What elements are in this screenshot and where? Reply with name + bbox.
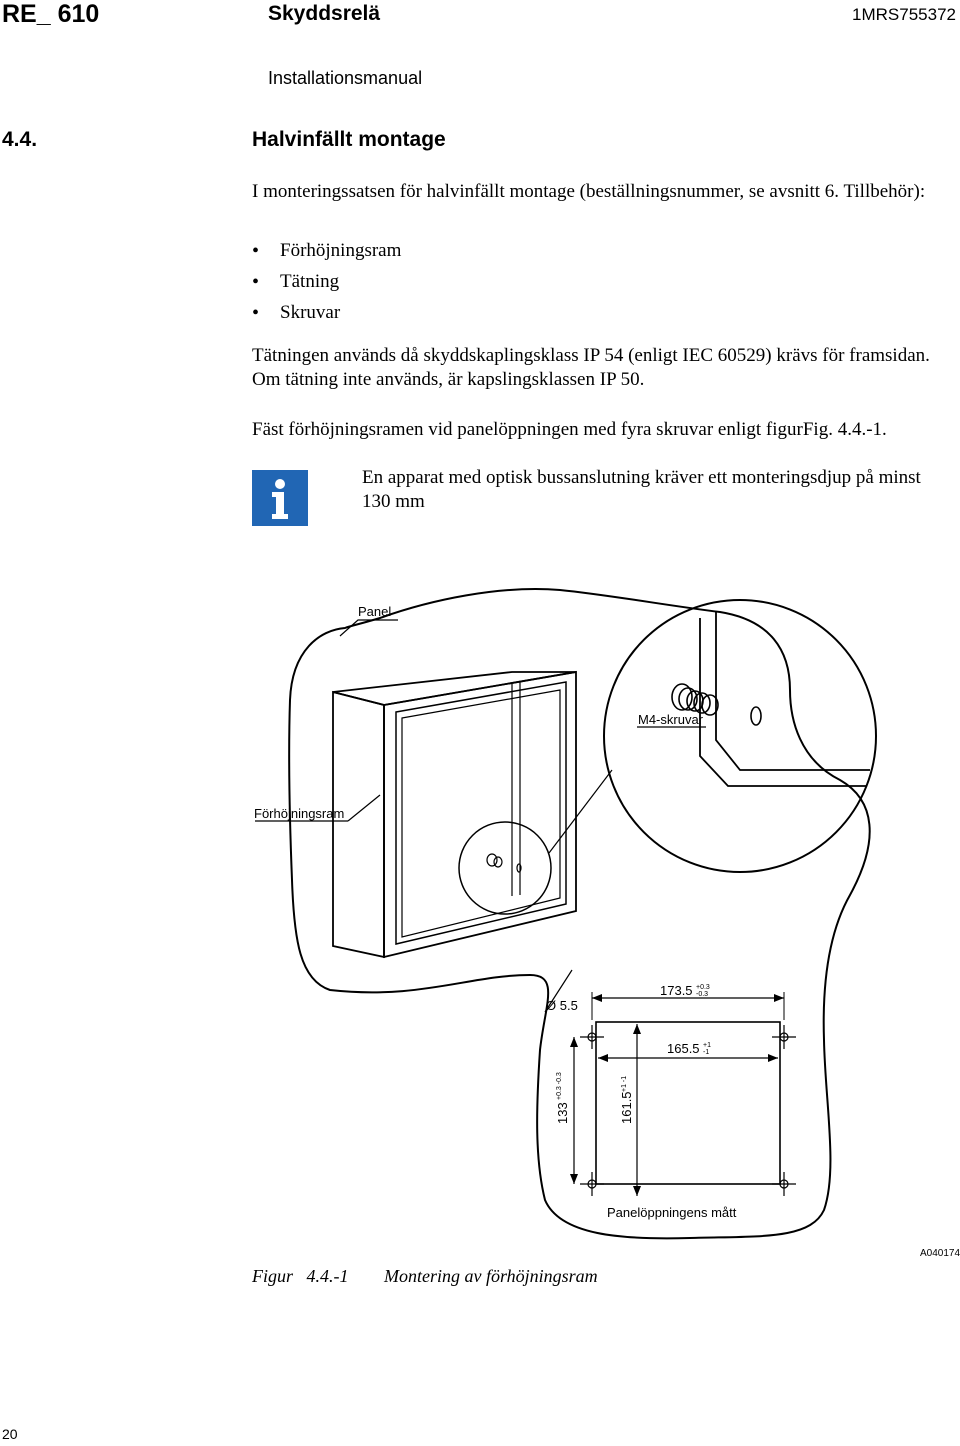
frame-opening — [396, 682, 566, 944]
section-title: Halvinfällt montage — [252, 128, 446, 151]
frame-front — [333, 692, 384, 957]
document-subtitle: Installationsmanual — [268, 68, 423, 88]
accessory-list — [252, 239, 401, 332]
frame-top — [333, 672, 576, 705]
figure-code: A040174 — [920, 1248, 960, 1259]
cutout-label: Panelöppningens mått — [607, 1205, 737, 1220]
outer-width-tol-plus: +0.3 — [696, 984, 710, 991]
outer-height-tol: +0.3 -0.3 — [556, 1072, 563, 1100]
document-title: Skyddsrelä — [268, 2, 381, 25]
inner-height-dimension: 161.5 — [619, 1091, 634, 1124]
info-icon — [252, 470, 308, 526]
list-item: • Tätning — [252, 270, 401, 301]
list-item: • Förhöjningsram — [252, 239, 401, 270]
outer-height-dimension: 133 — [555, 1102, 570, 1124]
figure-caption-text: Montering av förhöjningsram — [384, 1266, 598, 1286]
attach-paragraph: Fäst förhöjningsramen vid panelöppningen med fyra skruvar enligt figurFig. 4.4.-1. — [252, 419, 887, 440]
inner-width-tol-plus: +1 — [703, 1042, 711, 1049]
hole-dimension: Ø 5.5 — [546, 998, 578, 1013]
inner-width-tol-minus: -1 — [703, 1049, 710, 1056]
section-number: 4.4. — [2, 128, 38, 151]
intro-paragraph: I monteringssatsen för halvinfällt montage (beställningsnummer, se avsnitt 6. Tillbehör): — [252, 181, 926, 202]
product-name: RE_ 610 — [2, 0, 100, 28]
note-text: En apparat med optisk bussanslutning kräver ett monteringsdjup på minst 130 mm — [362, 467, 921, 512]
inner-height-tol: +1 -1 — [621, 1075, 628, 1092]
detail-circle-small — [459, 822, 551, 914]
frame-label: Förhöjningsram — [254, 806, 345, 821]
seal-paragraph: Tätningen används då skyddskaplingsklass IP 54 (enligt IEC 60529) krävs för framsidan. Om tätning inte används, är kapslingsklassen IP 50. — [252, 345, 930, 390]
screw-small — [487, 854, 521, 872]
outer-width-dimension: 173.5 — [660, 983, 693, 998]
detail-circle-large — [604, 600, 876, 872]
mounting-figure — [0, 570, 960, 1270]
panel-label: Panel — [358, 604, 392, 619]
screws-label: M4-skruvar — [638, 712, 704, 727]
frame-face — [384, 672, 576, 957]
page-number: 20 — [2, 1426, 18, 1442]
list-item: • Skruvar — [252, 301, 401, 332]
document-number: 1MRS755372 — [852, 5, 956, 24]
inner-width-dimension: 165.5 — [667, 1041, 700, 1056]
figure-caption-label: Figur 4.4.-1 — [252, 1266, 349, 1286]
outer-width-tol-minus: -0.3 — [696, 991, 709, 998]
